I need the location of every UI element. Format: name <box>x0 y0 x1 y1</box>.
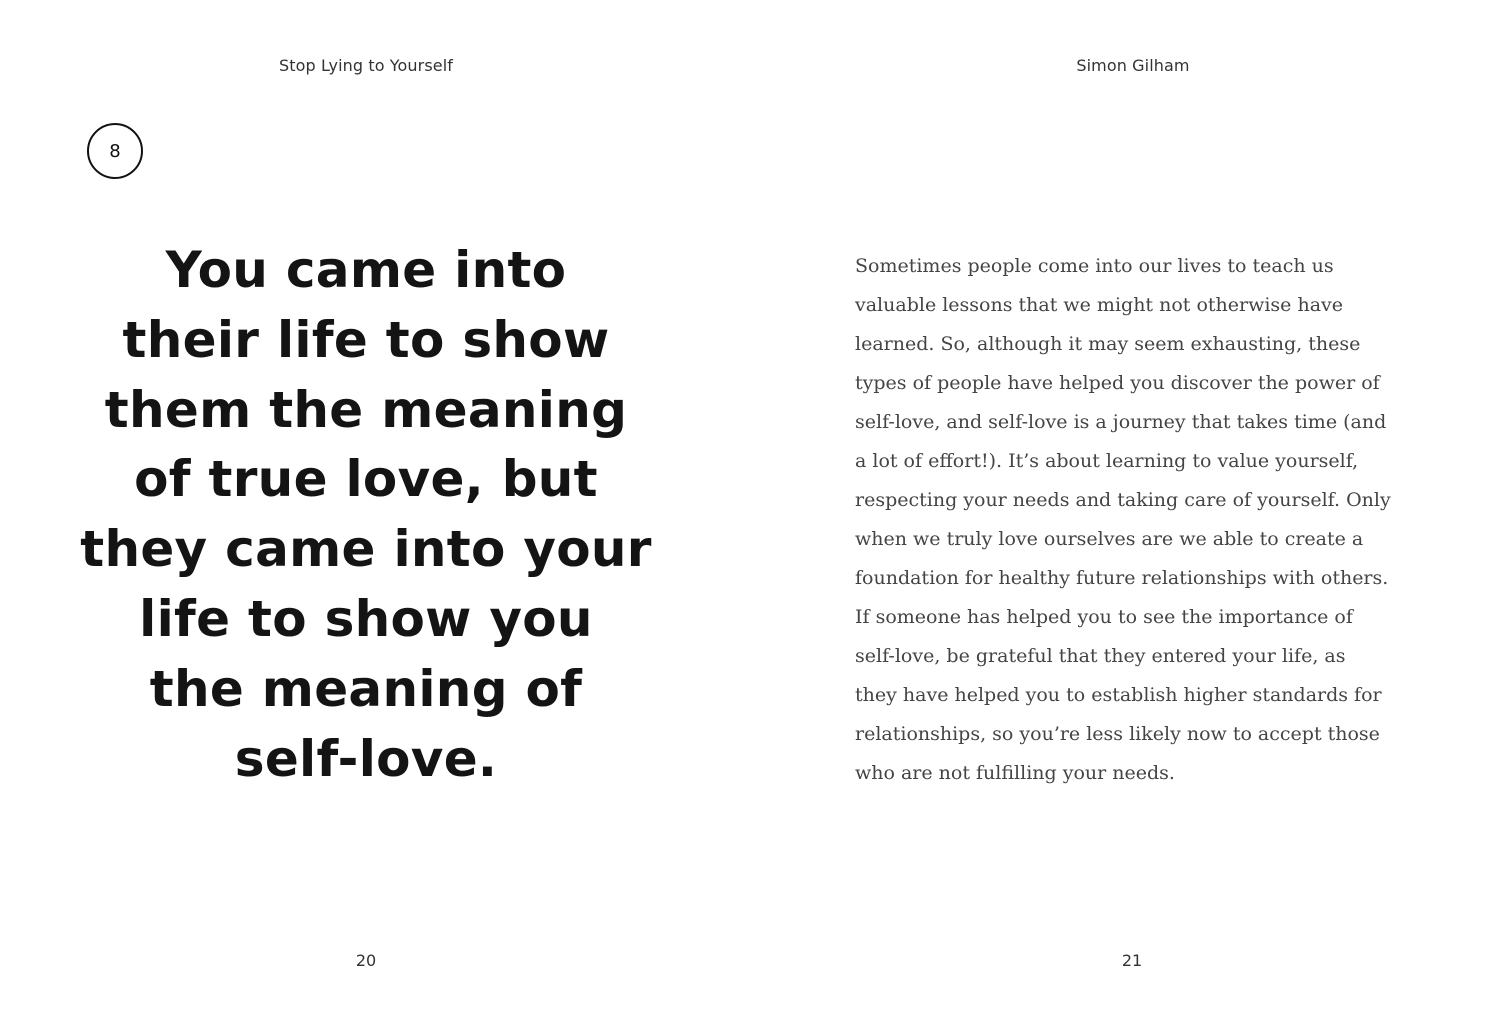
body-line: If someone has helped you to see the importance of <box>855 606 1353 628</box>
chapter-number: 8 <box>109 140 121 162</box>
body-line: types of people have helped you discover the power of <box>855 372 1380 394</box>
body-line: Sometimes people come into our lives to teach us <box>855 255 1334 277</box>
quote-line: they came into your <box>80 520 652 579</box>
running-head-book-title: Stop Lying to Yourself <box>279 56 453 75</box>
body-line: foundation for healthy future relationships with others. <box>855 567 1389 589</box>
chapter-number-badge <box>87 123 143 179</box>
quote-line: life to show you <box>139 589 593 648</box>
body-line: valuable lessons that we might not otherwise have <box>855 294 1344 316</box>
body-paragraph <box>855 247 1435 793</box>
quote-line: of true love, but <box>134 450 598 509</box>
body-line: respecting your needs and taking care of yourself. Only <box>855 489 1391 511</box>
body-line: self-love, be grateful that they entered your life, as <box>855 645 1346 667</box>
body-line: relationships, so you’re less likely now to accept those <box>855 723 1380 745</box>
quote-line: You came into <box>165 241 567 299</box>
body-line: they have helped you to establish higher standards for <box>855 684 1382 706</box>
body-line: who are not fulfilling your needs. <box>855 762 1175 784</box>
body-line: a lot of effort!). It’s about learning to value yourself, <box>855 450 1359 472</box>
body-line: learned. So, although it may seem exhausting, these <box>855 333 1361 355</box>
right-page <box>750 0 1500 1035</box>
body-line: self-love, and self-love is a journey that takes time (and <box>855 411 1387 433</box>
page-number-right: 21 <box>1121 951 1143 970</box>
pull-quote <box>60 236 672 794</box>
quote-line: their life to show <box>122 310 610 369</box>
quote-line: the meaning of <box>149 659 583 718</box>
running-head-author: Simon Gilham <box>1076 56 1190 75</box>
body-line: when we truly love ourselves are we able to create a <box>855 528 1364 550</box>
quote-line: self-love. <box>234 729 498 788</box>
quote-line: them the meaning <box>104 380 628 439</box>
page-number-left: 20 <box>355 951 377 970</box>
